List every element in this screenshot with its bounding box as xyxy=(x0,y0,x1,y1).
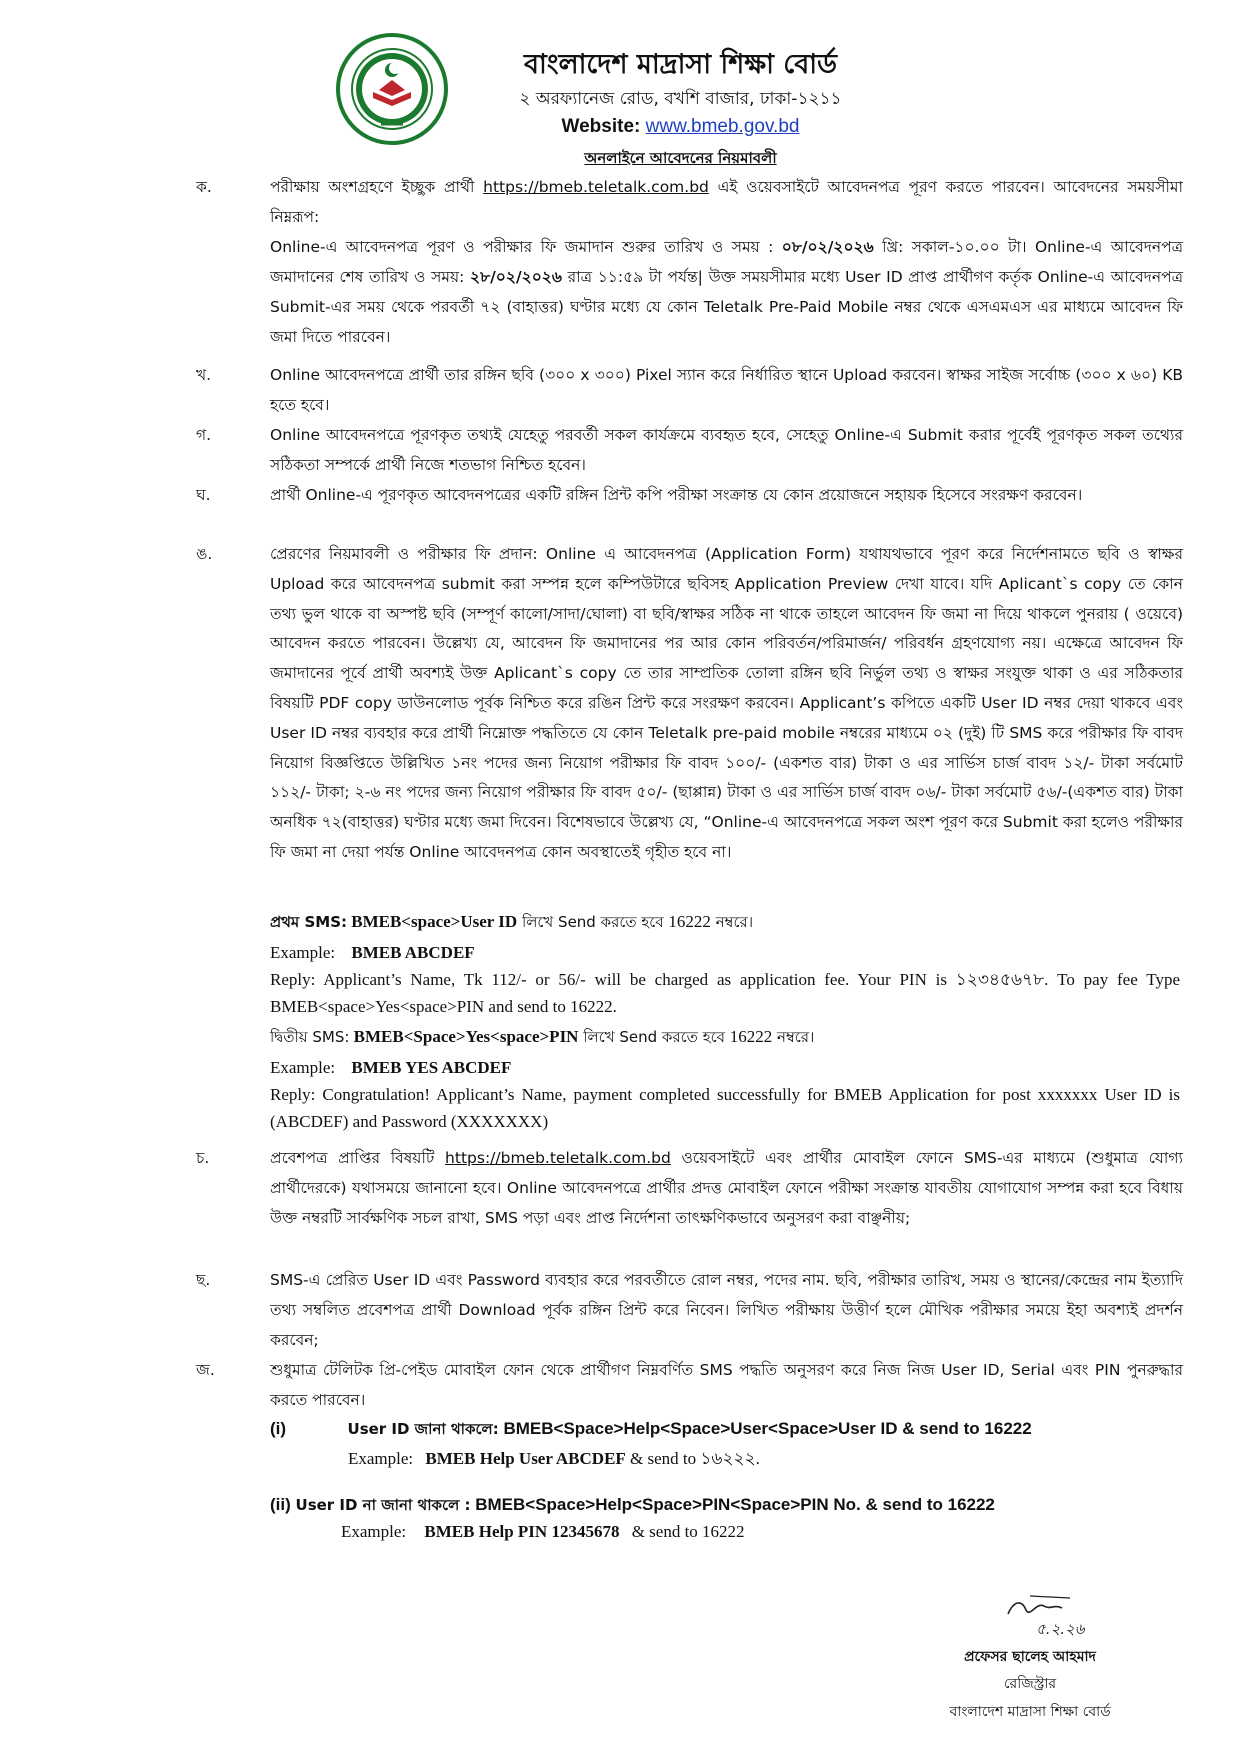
recovery-i-example-value: BMEB Help User ABCDEF xyxy=(425,1449,626,1468)
rule-text-part: রাত্র ১১:৫৯ টা পর্যন্ত| উক্ত সময়সীমার মধ্যে User ID প্রাপ্ত প্রার্থীগণ কর্তৃক Online-এ আবেদনপত্র Submit-এর সময় থেকে পরবর্তী ৭২ (বাহাত্তর) ঘণ্টার মধ্যে যে কোন Teletalk Pre-Paid Mobile নম্বর থেকে এসএমএস এর মাধ্যমে আবেদন ফি জমা দিতে পারবেন। xyxy=(270,268,1183,346)
first-sms-code: BMEB<space>User ID xyxy=(351,912,518,931)
second-sms-text: লিখে Send করতে হবে xyxy=(578,1028,730,1046)
rule-text-part: পরীক্ষায় অংশগ্রহণে ইচ্ছুক প্রার্থী xyxy=(270,178,484,196)
start-date: ০৮/০২/২০২৬ xyxy=(781,238,874,256)
recovery-i xyxy=(270,1418,1032,1443)
signatory-organization: বাংলাদেশ মাদ্রাসা শিক্ষা বোর্ড xyxy=(949,1704,1111,1720)
second-sms-text: নম্বরে। xyxy=(772,1028,815,1046)
rule-text-part: এই ওয়েবসাইটে আবেদনপত্র পূরণ করতে পারবেন। আবেদনের সময়সীমা নিম্নরূপ: xyxy=(270,178,1183,226)
signature-handwriting xyxy=(1000,1592,1110,1638)
rule-text: SMS-এ প্রেরিত User ID এবং Password ব্যবহার করে পরবর্তীতে রোল নম্বর, পদের নাম. ছবি, পরীক্ষার তারিখ, সময় ও স্থানের/কেন্দ্রের নাম ইত্যাদি তথ্য সম্বলিত প্রবেশপত্র প্রার্থী Download পূর্বক রঙ্গিন প্রিন্ট করে নিবেন। লিখিত পরীক্ষায় উত্তীর্ণ হলে মৌখিক পরীক্ষার সময়ে ইহা অবশ্যই প্রদর্শন করবেন; xyxy=(270,1271,1183,1349)
example-label: Example: xyxy=(348,1449,414,1468)
recovery-i-example xyxy=(348,1446,760,1474)
recovery-i-label: User ID জানা থাকলে: xyxy=(347,1420,499,1438)
recovery-i-example-tail: & send to ১৬২২২. xyxy=(625,1449,760,1468)
second-example-value: BMEB YES ABCDEF xyxy=(351,1058,512,1077)
recovery-i-code: BMEB<Space>Help<Space>User<Space>User ID & send to 16222 xyxy=(503,1419,1032,1438)
recovery-ii-code: BMEB<Space>Help<Space>PIN<Space>PIN No. & send to 16222 xyxy=(475,1495,995,1514)
second-example-line xyxy=(270,1054,1180,1081)
board-address: ২ অরফ্যানেজ রোড, বখশি বাজার, ঢাকা-১২১১ xyxy=(519,89,842,109)
rule-text: শুধুমাত্র টেলিটক প্রি-পেইড মোবাইল ফোন থেকে প্রার্থীগণ নিম্নবর্ণিত SMS পদ্ধতি অনুসরণ করে নিজ নিজ User ID, Serial এবং PIN পুনরুদ্ধার করতে পারবেন। xyxy=(270,1361,1183,1409)
rule-text-part: ওয়েবসাইটে এবং প্রার্থীর মোবাইল ফোনে SMS-এর মাধ্যমে (শুধুমাত্র যোগ্য প্রার্থীদেরকে) যথাসময়ে জানানো হবে। Online আবেদনপত্রে প্রার্থীর প্রদত্ত মোবাইল ফোনে পরীক্ষা সংক্রান্ত যাবতীয় যোগাযোগ সম্পন্ন করা হবে বিধায় উক্ত নম্বরটি সার্বক্ষণিক সচল রাখা, SMS পড়া এবং প্রাপ্ত নির্দেশনা তাৎক্ষণিকভাবে অনুসরণ করা বাঞ্ছনীয়; xyxy=(270,1149,1183,1227)
rule-text-part: খ্রি: সকাল-১০.০০ টা। Online-এ আবেদনপত্র জমাদানের শেষ তারিখ ও সময়: xyxy=(270,238,1183,286)
rules-heading: অনলাইনে আবেদনের নিয়মাবলী xyxy=(584,149,777,167)
rule-mark: জ. xyxy=(196,1361,215,1379)
rule-text: প্রার্থী Online-এ পূরণকৃত আবেদনপত্রের একটি রঙ্গিন প্রিন্ট কপি পরীক্ষা সংক্রান্ত যে কোন প্রয়োজনে সহায়ক হিসেবে সংরক্ষণ করবেন। xyxy=(270,486,1083,504)
second-sms-line xyxy=(270,1023,1180,1051)
first-sms-text: নম্বরে। xyxy=(710,913,754,931)
rule-text xyxy=(270,1143,1183,1233)
website-label: Website: xyxy=(561,116,646,137)
rule-mark: গ. xyxy=(196,426,212,444)
website-link[interactable]: www.bmeb.gov.bd xyxy=(645,116,800,137)
rule-text-part: প্রবেশপত্র প্রাপ্তির বিষয়টি xyxy=(270,1149,446,1167)
second-reply: Reply: Congratulation! Applicant’s Name, payment completed successfully for BMEB Application for post xxxxxxx User ID is (ABCDEF) and Password (XXXXXXX) xyxy=(270,1085,1180,1131)
first-sms-line xyxy=(270,908,1180,936)
recovery-i-mark: (i) xyxy=(270,1419,287,1438)
first-reply: Reply: Applicant’s Name, Tk 112/- or 56/- will be charged as application fee. Your PIN is ১২৩৪৫৬৭৮. To pay fee Type BMEB<space>Yes<space>PIN and send to 16222. xyxy=(270,970,1180,1016)
website-line xyxy=(60,116,1241,138)
end-date: ২৮/০২/২০২৬ xyxy=(470,268,562,286)
sms-instructions xyxy=(270,908,1180,1135)
rule-mark: ঙ. xyxy=(196,545,213,563)
rule-mark: ঘ. xyxy=(196,486,211,504)
recovery-ii-label: User ID না জানা থাকলে : xyxy=(295,1496,471,1514)
first-example-value: BMEB ABCDEF xyxy=(351,943,475,962)
recovery-ii-example xyxy=(341,1522,745,1542)
rule-text: Online আবেদনপত্রে পূরণকৃত তথ্যই যেহেতু পরবর্তী সকল কার্যক্রমে ব্যবহৃত হবে, সেহেতু Online-এ Submit করার পূর্বেই পূরণকৃত সকল তথ্যের সঠিকতা সম্পর্কে প্রার্থী নিজে শতভাগ নিশ্চিত হবেন। xyxy=(270,426,1183,474)
second-sms-label: দ্বিতীয় SMS: xyxy=(270,1028,350,1046)
recovery-ii xyxy=(270,1494,995,1519)
recovery-ii-example-value: BMEB Help PIN 12345678 xyxy=(424,1522,620,1541)
sms-number: 16222 xyxy=(668,912,711,931)
rule-mark: ক. xyxy=(196,178,212,196)
rule-text: প্রেরণের নিয়মাবলী ও পরীক্ষার ফি প্রদান: Online এ আবেদনপত্র (Application Form) যথাযথভাবে পূরণ করে নির্দেশনামতে ছবি ও স্বাক্ষর Upload করে আবেদনপত্র submit করা সম্পন্ন হলে কম্পিউটারে ছবিসহ Application Preview দেখা যাবে। যদি Aplicant`s copy তে কোন তথ্য ভুল থাকে বা অস্পষ্ট ছবি (সম্পূর্ণ কালো/সাদা/ঘোলা) বা ছবি/স্বাক্ষর সঠিক না থাকে তাহলে আবেদন ফি জমা না দিয়ে থাকলে পুনরায় ( ওয়েবে) আবেদন করতে পারবেন। উল্লেখ্য যে, আবেদন ফি জমাদানের পর আর কোন পরিবর্তন/পরিমার্জন/ পরিবর্ধন গ্রহণযোগ্য নয়। এক্ষেত্রে আবেদন ফি জমাদানের পূর্বে প্রার্থী অবশ্যই উক্ত Aplicant`s copy তে তার সাম্প্রতিক তোলা রঙ্গিন ছবি নির্ভুল তথ্য ও স্বাক্ষর সংযুক্ত থাকা ও এর সঠিকতার বিষয়টি PDF copy ডাউনলোড পূর্বক নিশ্চিত করে রঙিন প্রিন্ট করে সংরক্ষণ করবেন। Applicant’s কপিতে একটি User ID নম্বর দেয়া থাকবে এবং User ID নম্বর ব্যবহার করে প্রার্থী নিম্নোক্ত পদ্ধতিতে যে কোন Teletalk pre-paid mobile নম্বরের মাধ্যমে ০২ (দুই) টি SMS করে পরীক্ষার ফি বাবদ নিয়োগ বিজ্ঞপ্তিতে উল্লিখিত ১নং পদের জন্য নিয়োগ পরীক্ষার ফি বাবদ ১০০/- (একশত বার) টাকা ও এর সার্ভিস চার্জ বাবদ ১২/- টাকা সর্বমোট ১১২/- টাকা; ২-৬ নং পদের জন্য নিয়োগ পরীক্ষার ফি বাবদ ৫০/- (ছাপ্পান্ন) টাকা ও এর সার্ভিস চার্জ বাবদ ০৬/- টাকা সর্বমোট ৫৬/-(একশত বার) টাকা অনধিক ৭২(বাহাত্তর) ঘণ্টার মধ্যে জমা দিবেন। বিশেষভাবে উল্লেখ্য যে, “Online-এ আবেদনপত্রে সকল অংশ পূরণ করে Submit করা হলেও পরীক্ষার ফি জমা না দেয়া পর্যন্ত Online আবেদনপত্র কোন অবস্থাতেই গৃহীত হবে না। xyxy=(270,545,1183,861)
example-label: Example: xyxy=(270,1058,336,1077)
sms-number: 16222 xyxy=(729,1027,773,1046)
first-example-line xyxy=(270,939,1180,966)
example-label: Example: xyxy=(270,943,336,962)
recovery-ii-example-tail: & send to 16222 xyxy=(627,1522,745,1541)
example-label: Example: xyxy=(341,1522,407,1541)
second-sms-code: BMEB<Space>Yes<space>PIN xyxy=(353,1027,579,1046)
signature-date: ৫.২.২৬ xyxy=(1036,1620,1085,1638)
teletalk-link[interactable]: https://bmeb.teletalk.com.bd xyxy=(445,1149,671,1167)
signatory-name: প্রফেসর ছালেহ আহমাদ xyxy=(964,1649,1096,1665)
teletalk-link[interactable]: https://bmeb.teletalk.com.bd xyxy=(483,178,709,196)
rule-mark: ছ. xyxy=(196,1271,211,1289)
rule-mark: চ. xyxy=(196,1149,210,1167)
rule-text xyxy=(270,172,1183,352)
recovery-ii-mark: (ii) xyxy=(270,1495,291,1514)
rule-text: Online আবেদনপত্রে প্রার্থী তার রঙ্গিন ছবি (৩০০ x ৩০০) Pixel স্যান করে নির্ধারিত স্থানে Upload করবেন। স্বাক্ষর সাইজ সর্বোচ্চ (৩০০ x ৬০) KB হতে হবে। xyxy=(270,366,1183,414)
first-sms-text: লিখে Send করতে হবে xyxy=(517,913,669,931)
rule-text-part: Online-এ আবেদনপত্র পূরণ ও পরীক্ষার ফি জমাদান শুরুর তারিখ ও সময় : xyxy=(270,238,782,256)
signatory-designation: রেজিস্ট্রার xyxy=(1003,1676,1057,1692)
first-sms-label: প্রথম SMS: xyxy=(270,913,347,931)
rule-mark: খ. xyxy=(196,366,212,384)
board-title: বাংলাদেশ মাদ্রাসা শিক্ষা বোর্ড xyxy=(524,49,837,80)
